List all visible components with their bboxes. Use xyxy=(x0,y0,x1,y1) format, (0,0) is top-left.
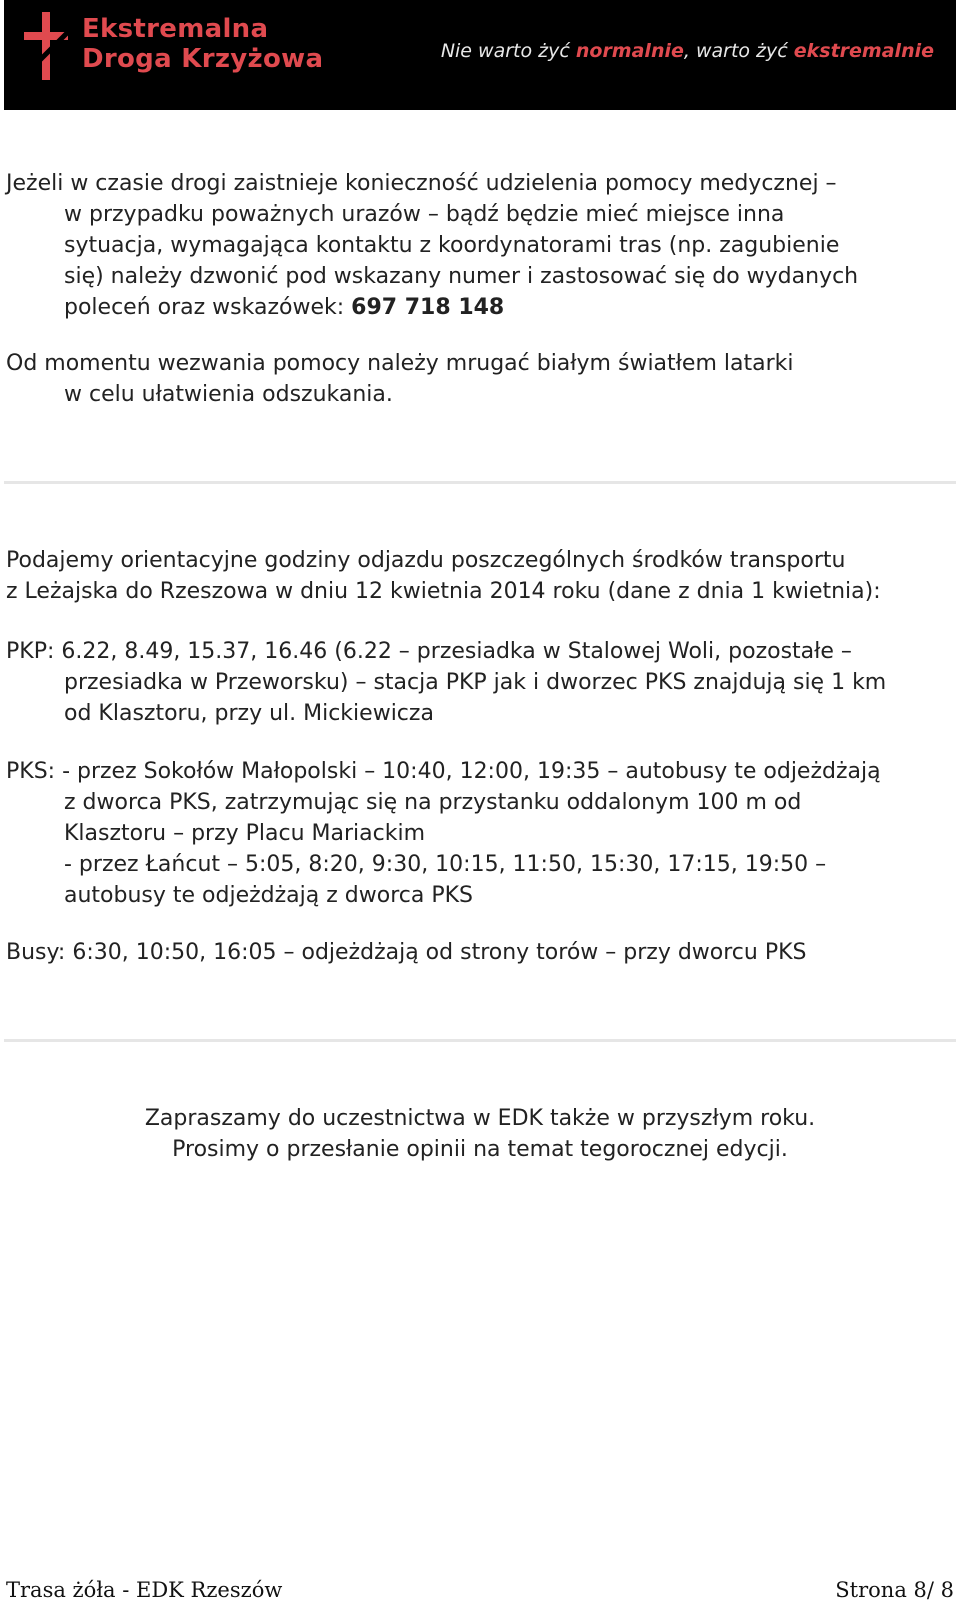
medical-line-1: Jeżeli w czasie drogi zaistnieje konieczność udzielenia pomocy medycznej – xyxy=(6,171,837,196)
pkp-line-3: od Klasztoru, przy ul. Mickiewicza xyxy=(64,701,434,726)
tagline-part-b: normalnie xyxy=(575,40,684,62)
pkp-paragraph xyxy=(6,636,952,729)
closing-note xyxy=(0,1103,960,1165)
pks-line-3: Klasztoru – przy Placu Mariackim xyxy=(64,821,426,846)
medical-line-5-text: poleceń oraz wskazówek: xyxy=(64,295,345,320)
flash-line-2: w celu ułatwienia odszukania. xyxy=(64,382,393,407)
medical-line-2: w przypadku poważnych urazów – bądź będzie mieć miejsce inna xyxy=(64,202,785,227)
transport-intro-paragraph xyxy=(6,545,952,607)
logo-line-2: Droga Krzyżowa xyxy=(82,44,324,74)
pks-line-2: z dworca PKS, zatrzymując się na przystanku oddalonym 100 m od xyxy=(64,790,802,815)
intro-line-2: z Leżajska do Rzeszowa w dniu 12 kwietnia 2014 roku (dane z dnia 1 kwietnia): xyxy=(6,579,881,604)
footer-route-title: Trasa żóła - EDK Rzeszów xyxy=(6,1578,283,1602)
closing-line-1: Zapraszamy do uczestnictwa w EDK także w przyszłym roku. xyxy=(144,1106,816,1131)
emergency-phone-number: 697 718 148 xyxy=(351,295,505,320)
tagline-part-c: , warto żyć xyxy=(683,40,794,62)
closing-line-2: Prosimy o przesłanie opinii na temat tegorocznej edycji. xyxy=(172,1137,788,1162)
pks-line-1: PKS: - przez Sokołów Małopolski – 10:40, 12:00, 19:35 – autobusy te odjeżdżają xyxy=(6,759,881,784)
tagline-part-a: Nie warto żyć xyxy=(440,40,576,62)
flash-line-1: Od momentu wezwania pomocy należy mrugać białym światłem latarki xyxy=(6,351,794,376)
medical-line-3: sytuacja, wymagająca kontaktu z koordynatorami tras (np. zagubienie xyxy=(64,233,840,258)
section-divider-2 xyxy=(4,1039,956,1042)
pkp-line-1: PKP: 6.22, 8.49, 15.37, 16.46 (6.22 – przesiadka w Stalowej Woli, pozostałe – xyxy=(6,639,852,664)
header-banner xyxy=(4,0,956,110)
cross-logo-icon xyxy=(18,10,74,82)
intro-line-1: Podajemy orientacyjne godziny odjazdu poszczególnych środków transportu xyxy=(6,548,846,573)
pks-line-5: autobusy te odjeżdżają z dworca PKS xyxy=(64,883,473,908)
busy-line-1: Busy: 6:30, 10:50, 16:05 – odjeżdżają od strony torów – przy dworcu PKS xyxy=(6,940,807,965)
section-divider-1 xyxy=(4,481,956,484)
brand-logo-text xyxy=(82,14,323,74)
tagline-part-d: ekstremalnie xyxy=(793,40,934,62)
logo-line-1: Ekstremalna xyxy=(82,14,269,44)
medical-help-paragraph xyxy=(6,168,952,323)
footer-page-number: Strona 8/ 8 xyxy=(835,1578,954,1602)
busy-paragraph xyxy=(6,937,952,968)
medical-line-5 xyxy=(6,292,952,323)
pks-paragraph xyxy=(6,756,952,911)
tagline xyxy=(441,40,934,62)
flashlight-paragraph xyxy=(6,348,952,410)
medical-line-4: się) należy dzwonić pod wskazany numer i zastosować się do wydanych xyxy=(64,264,859,289)
pkp-line-2: przesiadka w Przeworsku) – stacja PKP jak i dworzec PKS znajdują się 1 km xyxy=(64,670,887,695)
pks-line-4: - przez Łańcut – 5:05, 8:20, 9:30, 10:15, 11:50, 15:30, 17:15, 19:50 – xyxy=(64,852,827,877)
